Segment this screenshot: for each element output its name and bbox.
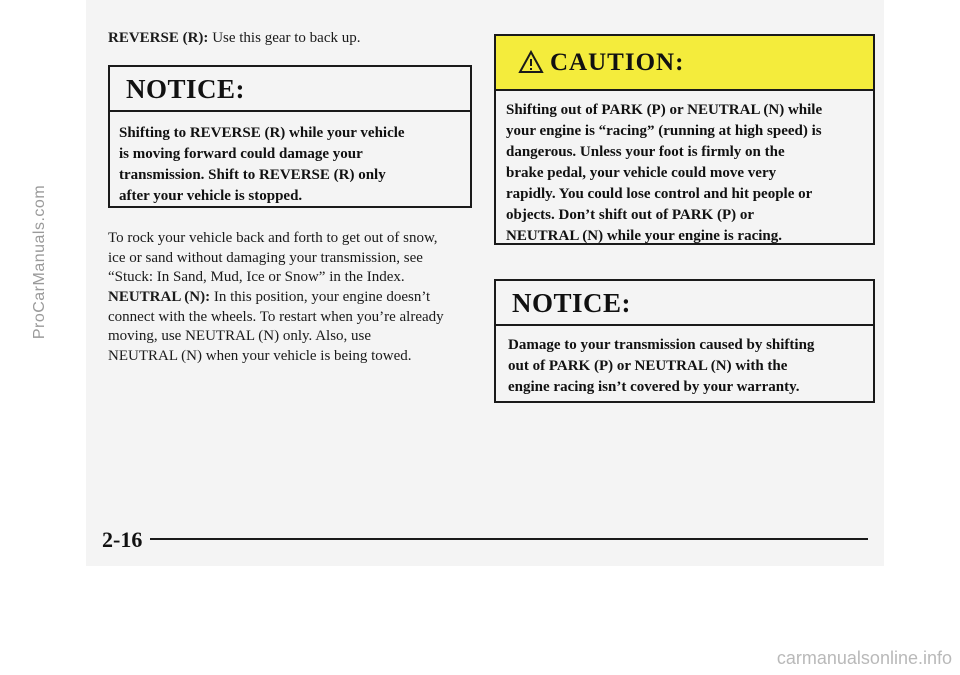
neutral-text: In this position, your engine doesn’t: [210, 289, 431, 305]
caution-body: [506, 100, 822, 247]
caution-title: CAUTION:: [550, 49, 685, 76]
caution-header: [496, 36, 873, 91]
notice-line: Shifting to REVERSE (R) while your vehicle: [119, 125, 405, 141]
notice-body: [119, 123, 405, 207]
caution-line: your engine is “racing” (running at high speed) is: [506, 123, 822, 139]
notice-body: [508, 335, 814, 398]
page-number: 2-16: [102, 527, 143, 552]
caution-line: brake pedal, your vehicle could move very: [506, 165, 777, 181]
notice-box-reverse: [108, 65, 472, 208]
caution-line: NEUTRAL (N) while your engine is racing.: [506, 228, 782, 244]
notice-header: [110, 67, 470, 112]
rock-line: ice or sand without damaging your transmission, see: [108, 249, 423, 266]
neutral-line: connect with the wheels. To restart when you’re already: [108, 308, 444, 325]
neutral-heading: NEUTRAL (N):: [108, 289, 211, 305]
footer-rule: [150, 538, 868, 540]
caution-line: Shifting out of PARK (P) or NEUTRAL (N) while: [506, 102, 823, 118]
neutral-first-line: [108, 288, 444, 308]
rock-line: “Stuck: In Sand, Mud, Ice or Snow” in the Index.: [108, 269, 405, 285]
rock-paragraph: [108, 229, 438, 288]
notice-title: NOTICE:: [512, 288, 632, 318]
neutral-paragraph: [108, 288, 444, 366]
notice-box-warranty: [494, 279, 875, 403]
notice-line: engine racing isn’t covered by your warranty.: [508, 379, 800, 395]
reverse-heading: REVERSE (R):: [108, 30, 209, 46]
notice-header: [496, 281, 873, 326]
watermark-text: ProCarManuals.com: [31, 184, 48, 340]
caution-box: [494, 34, 875, 245]
notice-line: Damage to your transmission caused by shifting: [508, 337, 815, 353]
reverse-paragraph: [108, 29, 360, 49]
reverse-text: Use this gear to back up.: [208, 30, 361, 46]
warning-triangle-icon: [518, 50, 544, 74]
caution-line: dangerous. Unless your foot is firmly on the: [506, 144, 785, 160]
neutral-line: moving, use NEUTRAL (N) only. Also, use: [108, 328, 372, 344]
footer-site-watermark: carmanualsonline.info: [776, 648, 952, 668]
caution-line: rapidly. You could lose control and hit people or: [506, 186, 813, 202]
notice-title: NOTICE:: [126, 74, 246, 104]
notice-line: is moving forward could damage your: [119, 146, 363, 162]
manual-page: [86, 0, 884, 566]
rock-line: To rock your vehicle back and forth to get out of snow,: [108, 230, 438, 246]
notice-line: out of PARK (P) or NEUTRAL (N) with the: [508, 358, 788, 374]
neutral-line: NEUTRAL (N) when your vehicle is being towed.: [108, 347, 412, 364]
notice-line: transmission. Shift to REVERSE (R) only: [119, 167, 386, 183]
notice-line: after your vehicle is stopped.: [119, 188, 303, 204]
caution-line: objects. Don’t shift out of PARK (P) or: [506, 207, 755, 223]
